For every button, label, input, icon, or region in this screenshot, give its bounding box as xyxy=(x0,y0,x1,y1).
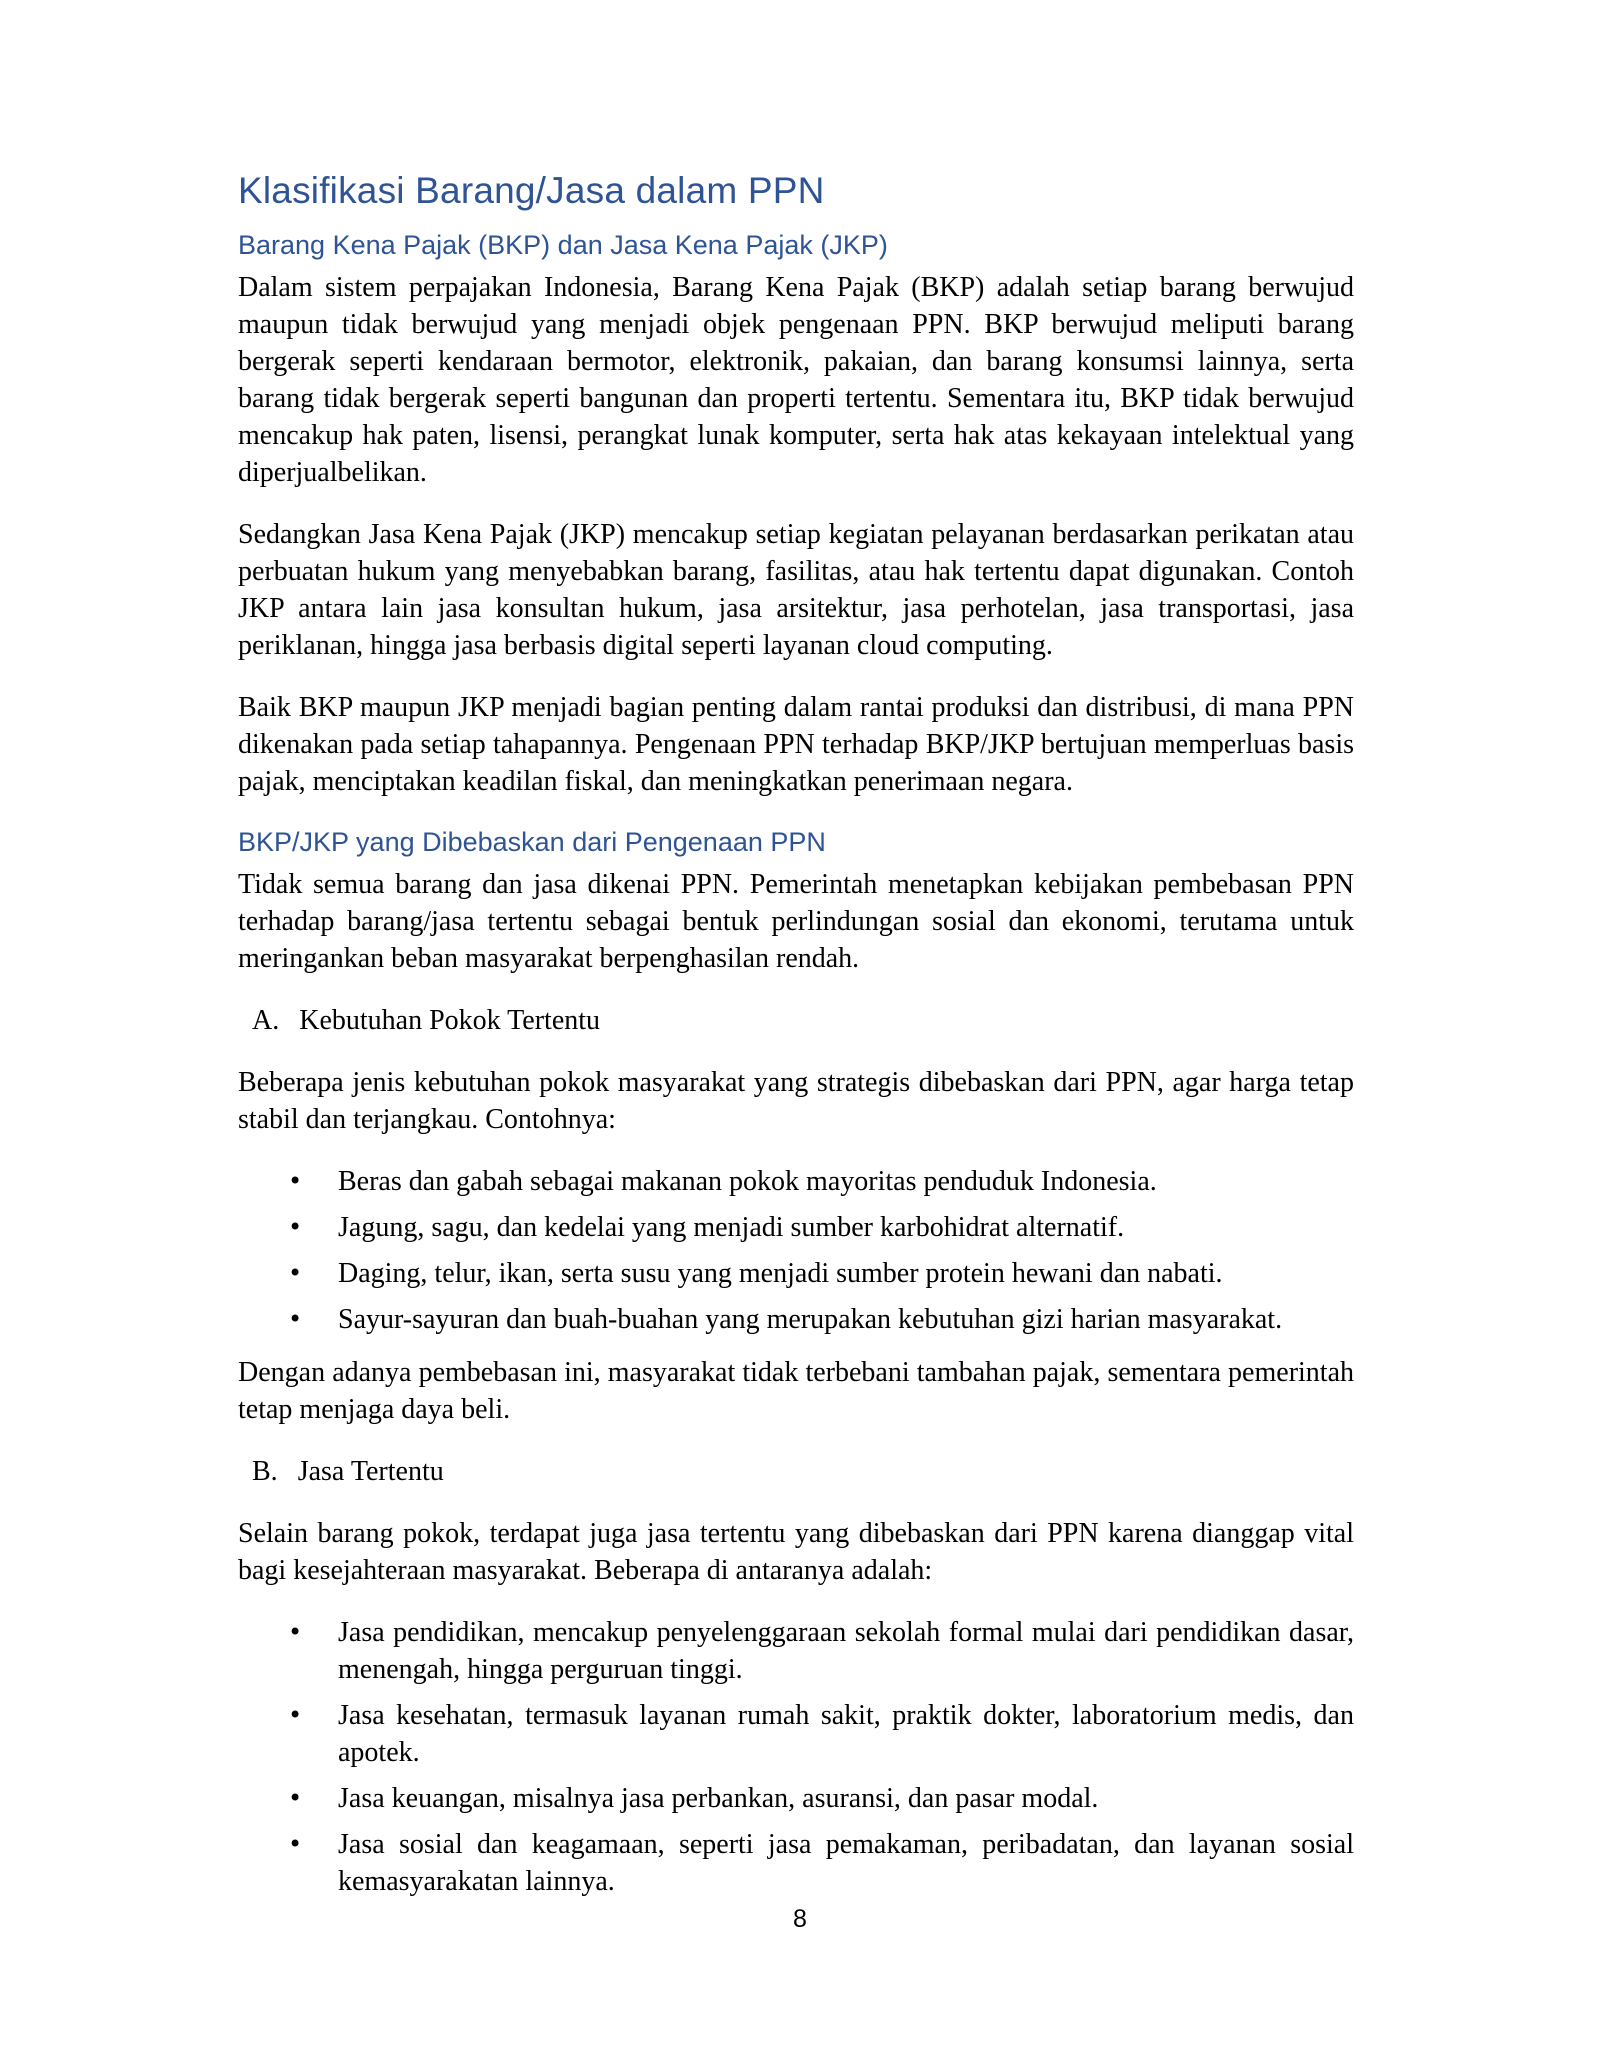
paragraph-kebutuhan-pokok-intro: Beberapa jenis kebutuhan pokok masyarakat yang strategis dibebaskan dari PPN, agar harga tetap stabil dan terjangkau. Contohnya: xyxy=(238,1067,1354,1135)
bullet-list-jasa-tertentu xyxy=(238,1614,1354,1900)
list-item-text: Jasa kesehatan, termasuk layanan rumah sakit, praktik dokter, laboratorium medis, dan apotek. xyxy=(338,1700,1354,1768)
paragraph-bkp-definition: Dalam sistem perpajakan Indonesia, Barang Kena Pajak (BKP) adalah setiap barang berwujud maupun tidak berwujud yang menjadi objek pengenaan PPN. BKP berwujud meliputi barang bergerak seperti kendaraan bermotor, elektronik, pakaian, dan barang konsumsi lainnya, serta barang tidak bergerak seperti bangunan dan properti tertentu. Sementara itu, BKP tidak berwujud mencakup hak paten, lisensi, perangkat lunak komputer, serta hak atas kekayaan intelektual yang diperjualbelikan. xyxy=(238,272,1354,488)
section-heading-bkp-jkp: Barang Kena Pajak (BKP) dan Jasa Kena Pajak (JKP) xyxy=(238,230,888,260)
bullet-icon: • xyxy=(288,1784,303,1812)
list-item xyxy=(238,1614,1354,1688)
list-item xyxy=(238,1826,1354,1900)
subsection-heading-a xyxy=(252,1002,1354,1039)
section-heading-pembebasan-ppn: BKP/JKP yang Dibebaskan dari Pengenaan PPN xyxy=(238,827,826,857)
paragraph-jkp-definition: Sedangkan Jasa Kena Pajak (JKP) mencakup setiap kegiatan pelayanan berdasarkan perikatan atau perbuatan hukum yang menyebabkan barang, fasilitas, atau hak tertentu dapat digunakan. Contoh JKP antara lain jasa konsultan hukum, jasa arsitektur, jasa perhotelan, jasa transportasi, jasa periklanan, hingga jasa berbasis digital seperti layanan cloud computing. xyxy=(238,519,1354,661)
list-item-text: Jasa keuangan, misalnya jasa perbankan, asuransi, dan pasar modal. xyxy=(338,1783,1099,1814)
list-item-text: Jasa sosial dan keagamaan, seperti jasa pemakaman, peribadatan, dan layanan sosial kemasyarakatan lainnya. xyxy=(338,1829,1354,1897)
bullet-icon: • xyxy=(288,1701,303,1729)
subsection-label-b: B. xyxy=(252,1456,278,1487)
list-item-text: Beras dan gabah sebagai makanan pokok mayoritas penduduk Indonesia. xyxy=(338,1166,1157,1197)
list-item xyxy=(238,1163,1354,1200)
bullet-list-kebutuhan-pokok xyxy=(238,1163,1354,1338)
list-item-text: Sayur-sayuran dan buah-buahan yang merupakan kebutuhan gizi harian masyarakat. xyxy=(338,1304,1283,1335)
paragraph-pembebasan-intro: Tidak semua barang dan jasa dikenai PPN. Pemerintah menetapkan kebijakan pembebasan PPN terhadap barang/jasa tertentu sebagai bentuk perlindungan sosial dan ekonomi, terutama untuk meringankan beban masyarakat berpenghasilan rendah. xyxy=(238,869,1354,974)
bullet-icon: • xyxy=(288,1305,303,1333)
paragraph-kebutuhan-pokok-closing: Dengan adanya pembebasan ini, masyarakat tidak terbebani tambahan pajak, sementara pemerintah tetap menjaga daya beli. xyxy=(238,1357,1354,1425)
paragraph-jasa-tertentu-intro: Selain barang pokok, terdapat juga jasa tertentu yang dibebaskan dari PPN karena dianggap vital bagi kesejahteraan masyarakat. Beberapa di antaranya adalah: xyxy=(238,1518,1354,1586)
subsection-label-a: A. xyxy=(252,1005,280,1036)
bullet-icon: • xyxy=(288,1830,303,1858)
list-item xyxy=(238,1301,1354,1338)
bullet-icon: • xyxy=(288,1213,303,1241)
list-item-text: Jasa pendidikan, mencakup penyelenggaraan sekolah formal mulai dari pendidikan dasar, menengah, hingga perguruan tinggi. xyxy=(338,1617,1354,1685)
list-item xyxy=(238,1697,1354,1771)
paragraph-bkp-jkp-role: Baik BKP maupun JKP menjadi bagian penting dalam rantai produksi dan distribusi, di mana PPN dikenakan pada setiap tahapannya. Pengenaan PPN terhadap BKP/JKP bertujuan memperluas basis pajak, menciptakan keadilan fiskal, dan meningkatkan penerimaan negara. xyxy=(238,692,1354,797)
page-title: Klasifikasi Barang/Jasa dalam PPN xyxy=(238,170,825,211)
page-number: 8 xyxy=(793,1905,807,1933)
subsection-heading-b xyxy=(252,1453,1354,1490)
bullet-icon: • xyxy=(288,1167,303,1195)
list-item-text: Jagung, sagu, dan kedelai yang menjadi sumber karbohidrat alternatif. xyxy=(338,1212,1125,1243)
list-item xyxy=(238,1209,1354,1246)
bullet-icon: • xyxy=(288,1618,303,1646)
subsection-title-a: Kebutuhan Pokok Tertentu xyxy=(299,1005,601,1036)
bullet-icon: • xyxy=(288,1259,303,1287)
subsection-title-b: Jasa Tertentu xyxy=(297,1456,444,1487)
list-item-text: Daging, telur, ikan, serta susu yang menjadi sumber protein hewani dan nabati. xyxy=(338,1258,1223,1289)
list-item xyxy=(238,1780,1354,1817)
document-content xyxy=(238,168,1354,1916)
list-item xyxy=(238,1255,1354,1292)
